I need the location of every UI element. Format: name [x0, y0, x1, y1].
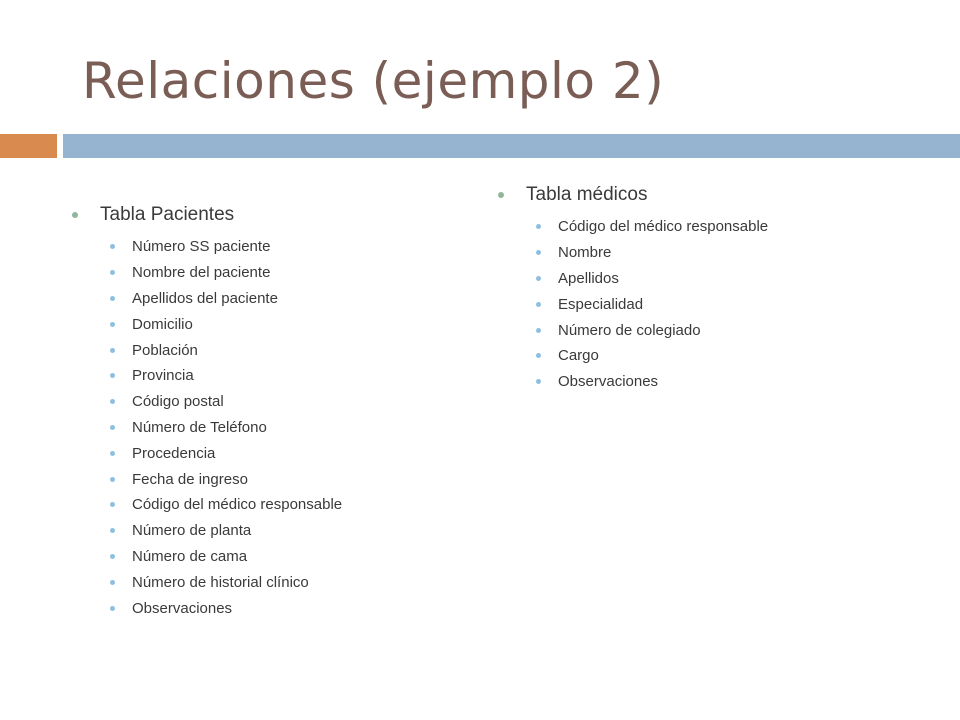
bullet-icon [110, 244, 115, 249]
bullet-icon [110, 451, 115, 456]
list-item-label: Número de planta [132, 522, 252, 540]
pacientes-column [72, 200, 342, 621]
list-item [110, 466, 342, 492]
bullet-icon [110, 477, 115, 482]
list-item-label: Número de cama [132, 547, 248, 565]
list-item [110, 337, 342, 363]
list-item [110, 544, 342, 570]
bullet-icon [110, 502, 115, 507]
list-item-label: Código del médico responsable [558, 218, 769, 236]
list-item-label: Código del médico responsable [132, 496, 343, 514]
list-item-label: Domicilio [132, 315, 193, 333]
list-item-label: Fecha de ingreso [132, 470, 248, 488]
list-item-label: Nombre del paciente [132, 264, 271, 282]
list-item-label: Apellidos del paciente [132, 289, 278, 307]
list-item [110, 595, 342, 621]
pacientes-list [110, 234, 342, 621]
list-item-label: Número SS paciente [132, 238, 271, 256]
bullet-icon [536, 250, 541, 255]
list-item [110, 518, 342, 544]
list-item [110, 311, 342, 337]
list-item-label: Especialidad [558, 295, 644, 313]
accent-bar-orange [0, 134, 57, 158]
list-item-label: Número de colegiado [558, 321, 701, 339]
bullet-icon [536, 224, 541, 229]
list-item [536, 317, 768, 343]
list-item [110, 492, 342, 518]
list-item [536, 369, 768, 395]
list-item-label: Observaciones [132, 599, 233, 617]
list-item [110, 234, 342, 260]
list-item-label: Código postal [132, 393, 224, 411]
list-item [110, 569, 342, 595]
bullet-icon [498, 192, 504, 198]
bullet-icon [536, 302, 541, 307]
list-item-label: Número de historial clínico [132, 573, 309, 591]
pacientes-heading-row [72, 200, 342, 230]
list-item-label: Nombre [558, 244, 612, 262]
list-item [536, 291, 768, 317]
medicos-heading: Tabla médicos [526, 184, 648, 205]
bullet-icon [536, 353, 541, 358]
list-item-label: Población [132, 341, 198, 359]
medicos-column [498, 180, 768, 395]
list-item-label: Provincia [132, 367, 194, 385]
list-item [110, 389, 342, 415]
list-item-label: Procedencia [132, 444, 216, 462]
bullet-icon [110, 554, 115, 559]
bullet-icon [110, 528, 115, 533]
list-item-label: Observaciones [558, 373, 659, 391]
bullet-icon [110, 399, 115, 404]
list-item-label: Apellidos [558, 269, 619, 287]
bullet-icon [72, 212, 78, 218]
bullet-icon [110, 580, 115, 585]
list-item [536, 240, 768, 266]
list-item [110, 286, 342, 312]
list-item [536, 214, 768, 240]
list-item [110, 260, 342, 286]
list-item [536, 343, 768, 369]
slide-title: Relaciones (ejemplo 2) [82, 52, 665, 110]
list-item [110, 440, 342, 466]
bullet-icon [536, 328, 541, 333]
bullet-icon [110, 606, 115, 611]
medicos-heading-row [498, 180, 768, 210]
medicos-list [536, 214, 768, 395]
list-item [110, 415, 342, 441]
bullet-icon [110, 296, 115, 301]
pacientes-heading: Tabla Pacientes [100, 204, 235, 225]
bullet-icon [536, 379, 541, 384]
bullet-icon [110, 348, 115, 353]
list-item [110, 363, 342, 389]
bullet-icon [110, 270, 115, 275]
list-item-label: Número de Teléfono [132, 418, 267, 436]
list-item [536, 266, 768, 292]
bullet-icon [110, 322, 115, 327]
list-item-label: Cargo [558, 347, 599, 365]
bullet-icon [110, 425, 115, 430]
bullet-icon [110, 373, 115, 378]
bullet-icon [536, 276, 541, 281]
accent-bar-blue [63, 134, 960, 158]
